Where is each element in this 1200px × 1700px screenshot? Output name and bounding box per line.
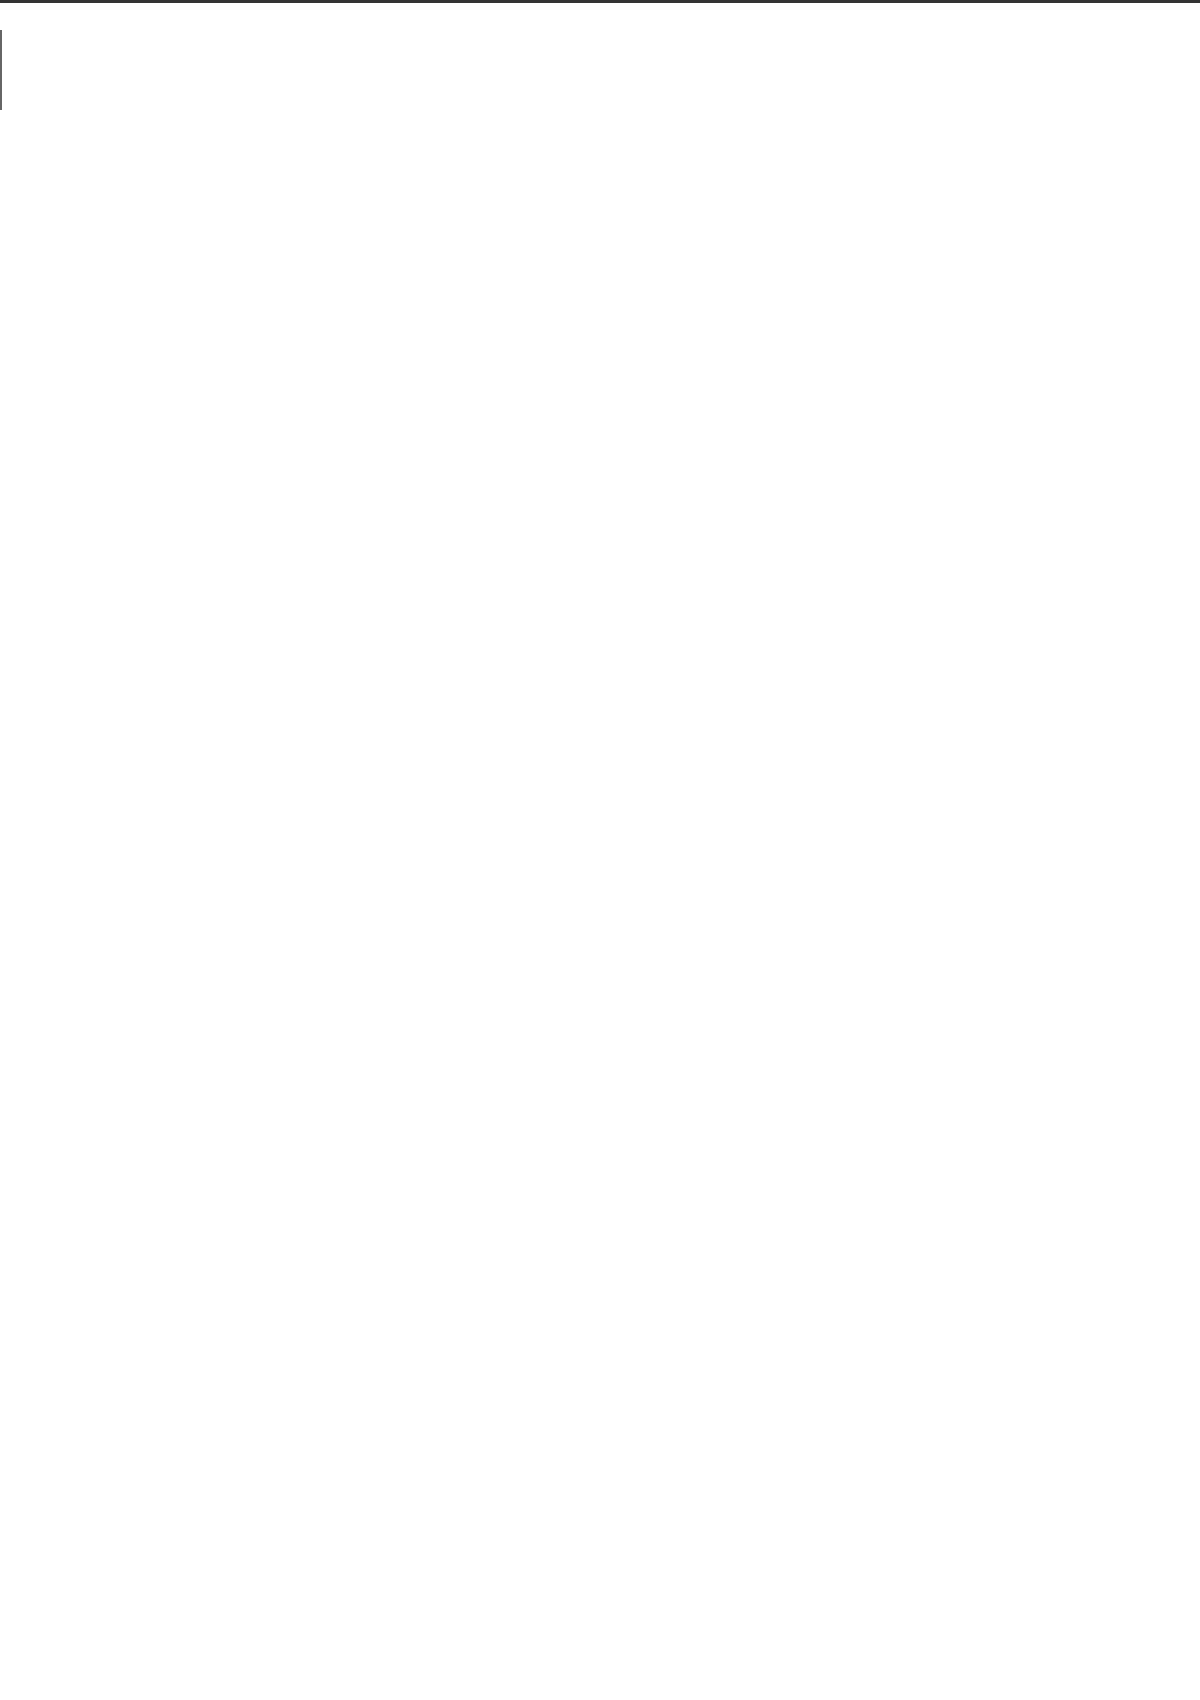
scan-edge-mark bbox=[0, 30, 2, 110]
scan-edge-line bbox=[0, 0, 1200, 3]
